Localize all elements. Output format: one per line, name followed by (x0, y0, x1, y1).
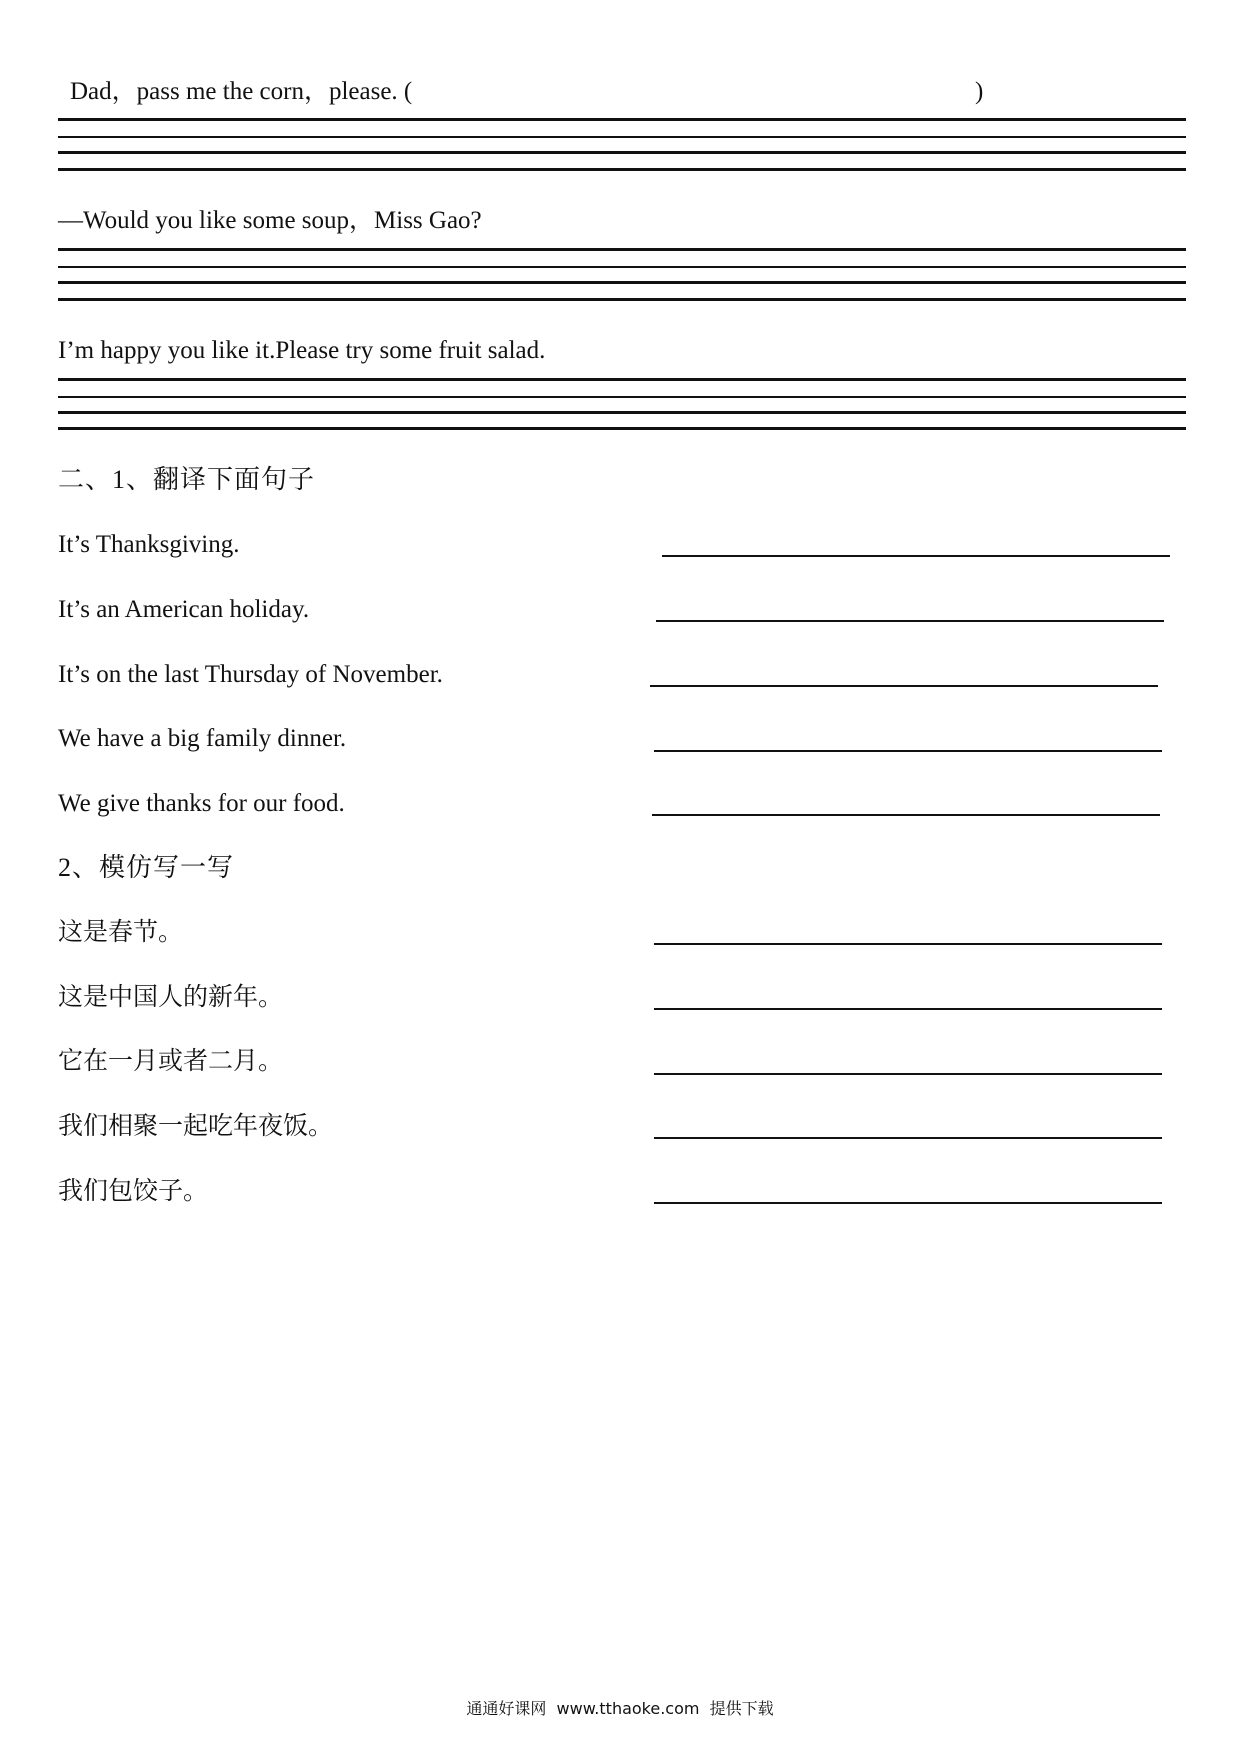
answer-blank[interactable] (654, 1137, 1162, 1139)
section-heading: 二、1、翻译下面句子 (58, 465, 316, 494)
translate-sentence: It’s an American holiday. (58, 596, 310, 623)
dialogue-line-1: Dad，pass me the corn，please. ( (70, 78, 413, 105)
dialogue-line-3: I’m happy you like it.Please try some fruit salad. (58, 337, 546, 364)
writing-line (58, 281, 1186, 284)
answer-blank[interactable] (656, 620, 1164, 622)
answer-blank[interactable] (654, 750, 1162, 752)
imitate-sentence: 它在一月或者二月。 (58, 1048, 284, 1075)
writing-line (58, 427, 1186, 430)
writing-line (58, 248, 1186, 251)
writing-line (58, 411, 1186, 414)
answer-blank[interactable] (654, 1008, 1162, 1010)
translate-sentence: It’s Thanksgiving. (58, 531, 240, 558)
answer-blank[interactable] (652, 814, 1160, 816)
dialogue-line-2: —Would you like some soup，Miss Gao? (58, 207, 482, 234)
writing-line (58, 151, 1186, 154)
writing-line (58, 168, 1186, 171)
answer-blank[interactable] (654, 1202, 1162, 1204)
answer-blank[interactable] (662, 555, 1170, 557)
translate-sentence: We have a big family dinner. (58, 725, 347, 752)
answer-blank[interactable] (650, 685, 1158, 687)
writing-line (58, 136, 1186, 138)
writing-line (58, 396, 1186, 398)
translate-sentence: We give thanks for our food. (58, 790, 345, 817)
writing-line (58, 378, 1186, 381)
imitate-sentence: 我们包饺子。 (58, 1178, 209, 1205)
imitate-sentence: 这是中国人的新年。 (58, 984, 284, 1011)
imitate-sentence: 这是春节。 (58, 919, 184, 946)
dialogue-line-1-close-paren: ) (975, 78, 984, 105)
page-footer: 通通好课网 www.tthaoke.com 提供下载 (466, 1699, 774, 1718)
answer-blank[interactable] (654, 1073, 1162, 1075)
writing-line (58, 266, 1186, 268)
writing-line (58, 298, 1186, 301)
imitate-sentence: 我们相聚一起吃年夜饭。 (58, 1113, 334, 1140)
subsection-heading: 2、模仿写一写 (58, 853, 235, 882)
writing-line (58, 118, 1186, 121)
translate-sentence: It’s on the last Thursday of November. (58, 661, 443, 688)
answer-blank[interactable] (654, 943, 1162, 945)
